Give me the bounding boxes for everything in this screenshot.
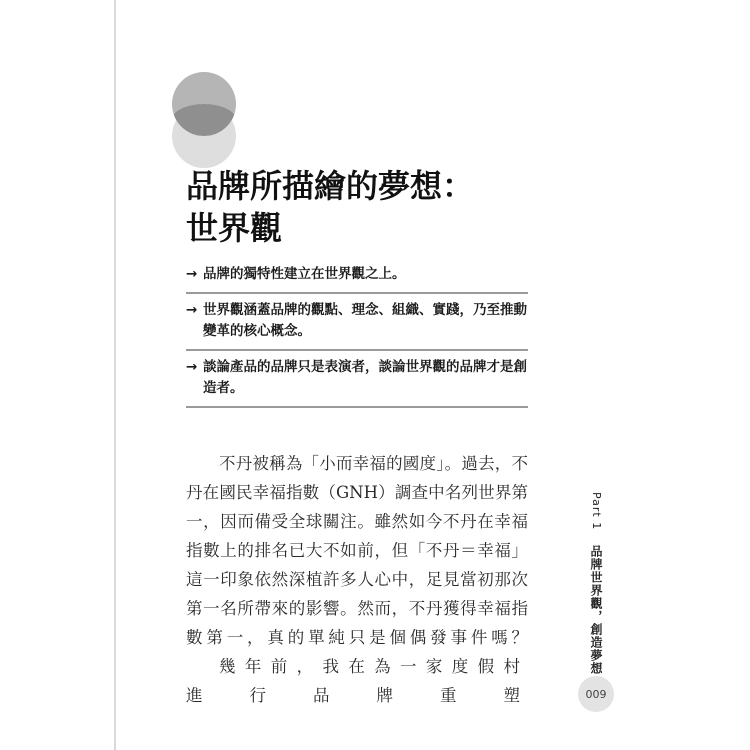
chapter-title-line2: 世界觀 (186, 209, 283, 247)
summary-item (186, 351, 528, 408)
summary-item-text: 品牌的獨特性建立在世界觀之上。 (203, 266, 406, 282)
running-head-part: Part 1 (590, 492, 603, 531)
running-head (585, 492, 605, 675)
chapter-title (186, 165, 526, 249)
arrow-right-icon: → (186, 266, 198, 282)
body-text (186, 449, 528, 710)
summary-item (186, 258, 528, 294)
chapter-title-line1: 品牌所描繪的夢想： (186, 167, 475, 205)
body-paragraph: 幾年前，我在為一家度假村進行品牌重塑 (186, 657, 528, 705)
summary-item-text: 世界觀涵蓋品牌的觀點、理念、組織、實踐，乃至推動變革的核心概念。 (203, 302, 527, 339)
running-head-section: 品牌世界觀，創造夢想 (589, 545, 603, 676)
chapter-summary-list (186, 258, 528, 408)
page-gutter-line (114, 0, 116, 750)
arrow-right-icon: → (186, 302, 198, 318)
decorative-circle-overlap (172, 104, 236, 136)
body-paragraph: 不丹被稱為「小而幸福的國度」。過去，不丹在國民幸福指數（GNH）調查中名列世界第一，因而備受全球關注。雖然如今不丹在幸福指數上的排名已大不如前，但「不丹＝幸福」這一印象依然深植許多人心中，足見當初那次第一名所帶來的影響。然而，不丹獲得幸福指數第一，真的單純只是個偶發事件嗎？ (186, 454, 528, 647)
page-number: 009 (578, 676, 614, 712)
arrow-right-icon: → (186, 359, 198, 375)
summary-item (186, 294, 528, 351)
summary-item-text: 談論產品的品牌只是表演者，談論世界觀的品牌才是創造者。 (203, 359, 527, 396)
